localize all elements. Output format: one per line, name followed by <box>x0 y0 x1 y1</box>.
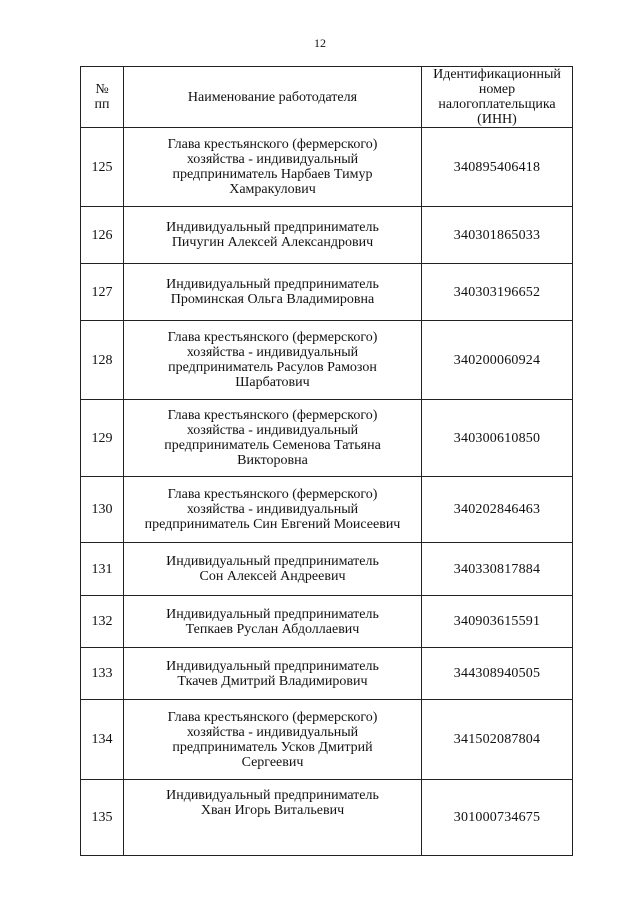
employer-name: Индивидуальный предприниматель Хван Игорь Витальевич <box>124 780 422 856</box>
employer-name: Глава крестьянского (фермерского) хозяйства - индивидуальный предприниматель Расулов Рамозон Шарбатович <box>124 321 422 400</box>
employer-name: Глава крестьянского (фермерского) хозяйства - индивидуальный предприниматель Усков Дмитрий Сергеевич <box>124 700 422 780</box>
employer-name: Индивидуальный предприниматель Пичугин Алексей Александрович <box>124 207 422 264</box>
row-number: 134 <box>81 700 124 780</box>
employer-name: Глава крестьянского (фермерского) хозяйства - индивидуальный предприниматель Семенова Татьяна Викторовна <box>124 400 422 477</box>
row-number: 132 <box>81 596 124 648</box>
table-row <box>81 700 573 780</box>
table-row <box>81 543 573 596</box>
employer-name: Индивидуальный предприниматель Тепкаев Руслан Абдоллаевич <box>124 596 422 648</box>
inn-value: 340330817884 <box>422 543 573 596</box>
table-row <box>81 400 573 477</box>
table-row <box>81 780 573 856</box>
row-number: 127 <box>81 264 124 321</box>
row-number: 131 <box>81 543 124 596</box>
inn-value: 340300610850 <box>422 400 573 477</box>
row-number: 128 <box>81 321 124 400</box>
inn-value: 340903615591 <box>422 596 573 648</box>
table-row <box>81 128 573 207</box>
inn-value: 340303196652 <box>422 264 573 321</box>
row-number: 125 <box>81 128 124 207</box>
row-number: 135 <box>81 780 124 856</box>
table-row <box>81 207 573 264</box>
inn-value: 341502087804 <box>422 700 573 780</box>
employer-name: Глава крестьянского (фермерского) хозяйства - индивидуальный предприниматель Нарбаев Тимур Хамракулович <box>124 128 422 207</box>
table-row <box>81 321 573 400</box>
employer-name: Индивидуальный предприниматель Сон Алексей Андреевич <box>124 543 422 596</box>
row-number: 133 <box>81 648 124 700</box>
header-employer-name: Наименование работодателя <box>124 67 422 128</box>
employer-name: Глава крестьянского (фермерского) хозяйства - индивидуальный предприниматель Син Евгений Моисеевич <box>124 477 422 543</box>
table-row <box>81 648 573 700</box>
table-row <box>81 264 573 321</box>
row-number: 126 <box>81 207 124 264</box>
inn-value: 301000734675 <box>422 780 573 856</box>
header-inn: Идентификационный номер налогоплательщика (ИНН) <box>422 67 573 128</box>
table-header-row <box>81 67 573 128</box>
inn-value: 344308940505 <box>422 648 573 700</box>
page-number: 12 <box>314 36 326 50</box>
employer-name: Индивидуальный предприниматель Ткачев Дмитрий Владимирович <box>124 648 422 700</box>
inn-value: 340895406418 <box>422 128 573 207</box>
inn-value: 340200060924 <box>422 321 573 400</box>
row-number: 130 <box>81 477 124 543</box>
inn-value: 340202846463 <box>422 477 573 543</box>
table-row <box>81 477 573 543</box>
inn-value: 340301865033 <box>422 207 573 264</box>
row-number: 129 <box>81 400 124 477</box>
table-row <box>81 596 573 648</box>
employer-registry-table <box>80 66 573 856</box>
employer-name: Индивидуальный предприниматель Проминская Ольга Владимировна <box>124 264 422 321</box>
header-row-number: № пп <box>81 67 124 128</box>
